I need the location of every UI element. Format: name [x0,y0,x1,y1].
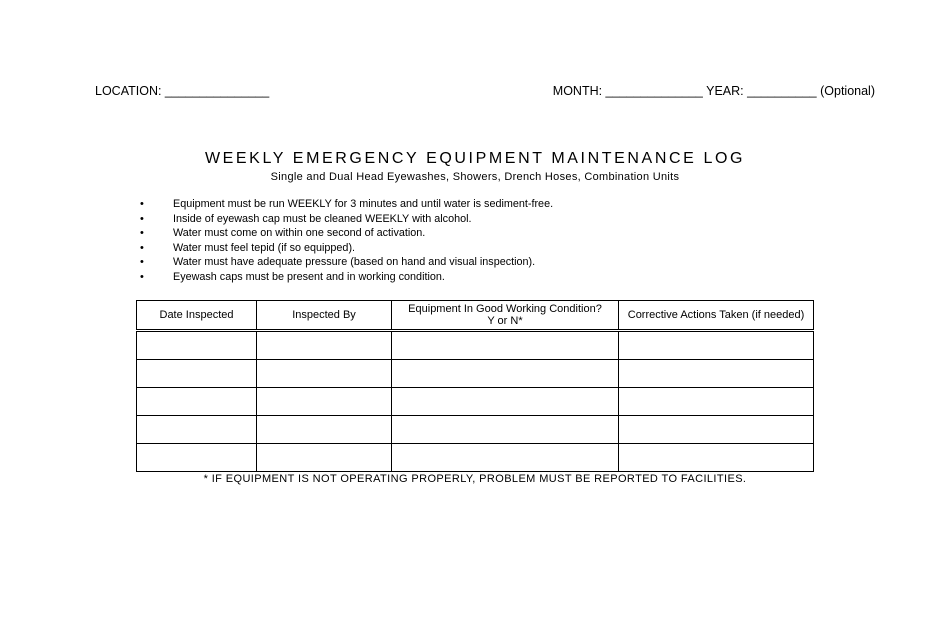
table-row [137,388,814,416]
date-inspected-cell[interactable] [137,388,257,416]
date-inspected-cell[interactable] [137,416,257,444]
corrective-actions-cell[interactable] [619,360,814,388]
rule-text: Equipment must be run WEEKLY for 3 minutes and until water is sediment-free. [173,198,554,210]
date-inspected-cell[interactable] [137,331,257,360]
bullet-icon: • [140,241,144,254]
footnote: * IF EQUIPMENT IS NOT OPERATING PROPERLY, PROBLEM MUST BE REPORTED TO FACILITIES. [203,473,747,485]
inspected-by-cell[interactable] [257,331,392,360]
inspected-by-cell[interactable] [257,388,392,416]
list-item [140,226,553,241]
bullet-icon: • [140,227,144,240]
table-row [137,360,814,388]
corrective-actions-cell[interactable] [619,388,814,416]
rule-text: Inside of eyewash cap must be cleaned WEEKLY with alcohol. [173,212,472,225]
column-header-working-condition [392,301,619,331]
list-item [140,212,553,227]
date-inspected-cell[interactable] [137,444,257,472]
bullet-icon: • [140,270,144,283]
column-header-corrective-actions: Corrective Actions Taken (if needed) [619,301,814,331]
working-condition-cell[interactable] [392,444,619,472]
corrective-actions-cell[interactable] [619,416,814,444]
page-title: WEEKLY EMERGENCY EQUIPMENT MAINTENANCE LOG [204,150,746,167]
working-condition-cell[interactable] [392,331,619,360]
column-header-date-inspected: Date Inspected [137,301,257,331]
table-row [137,416,814,444]
inspected-by-cell[interactable] [257,416,392,444]
inspected-by-cell[interactable] [257,444,392,472]
location-field-label: LOCATION: _______________ [95,84,270,98]
rule-text: Water must have adequate pressure (based on hand and visual inspection). [173,256,536,269]
table-row [137,331,814,360]
list-item [140,255,553,270]
bullet-icon: • [140,212,144,225]
column-header-working-condition-line2: Y or N* [487,315,523,327]
working-condition-cell[interactable] [392,416,619,444]
corrective-actions-cell[interactable] [619,444,814,472]
bullet-icon: • [140,198,144,210]
rule-text: Eyewash caps must be present and in working condition. [173,270,445,283]
inspection-rules-list [140,197,553,285]
list-item [140,197,553,212]
table-row [137,444,814,472]
working-condition-cell[interactable] [392,360,619,388]
list-item [140,241,553,256]
working-condition-cell[interactable] [392,388,619,416]
rule-text: Water must feel tepid (if so equipped). [173,241,356,254]
inspected-by-cell[interactable] [257,360,392,388]
maintenance-log-table [136,300,814,472]
corrective-actions-cell[interactable] [619,331,814,360]
month-year-field-label: MONTH: ______________ YEAR: __________ (Optional) [552,84,875,98]
column-header-inspected-by: Inspected By [257,301,392,331]
bullet-icon: • [140,256,144,269]
list-item [140,270,553,285]
date-inspected-cell[interactable] [137,360,257,388]
rule-text: Water must come on within one second of activation. [173,227,426,240]
column-header-working-condition-line1: Equipment In Good Working Condition? [408,303,602,315]
page-subtitle: Single and Dual Head Eyewashes, Showers, Drench Hoses, Combination Units [270,171,680,183]
table-header-row [137,301,814,331]
